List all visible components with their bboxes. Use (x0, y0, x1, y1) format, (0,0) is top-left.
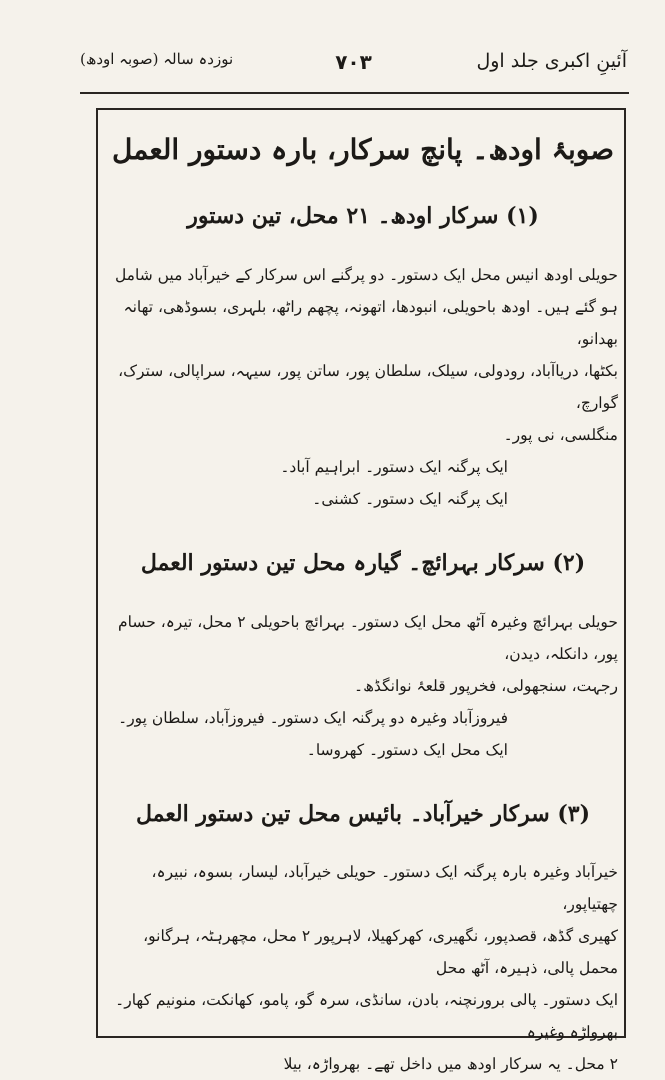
running-head (80, 50, 627, 90)
section-body (108, 856, 618, 1080)
section-1 (108, 202, 618, 515)
text-line: ایک دستور۔ پالی برورنچنہ، بادن، سانڈی، سرہ گو، پامو، کھانکت، منونیم کھار۔ بھرواڑہ وغیرہ (115, 991, 618, 1042)
text-line: خیرآباد وغیرہ بارہ پرگنہ ایک دستور۔ حویلی خیرآباد، لیسار، بسوہ، نبیرہ، چھتیاپور، (151, 863, 618, 914)
book-title: آئینِ اکبری جلد اول (476, 50, 627, 72)
text-line: حویلی اودھ انیس محل ایک دستور۔ دو پرگنے اس سرکار کے خیرآباد میں شامل (114, 265, 618, 284)
section-title: (۳) سرکار خیرآباد۔ بائیس محل تین دستور العمل (135, 800, 591, 827)
text-subline: ایک پرگنہ ایک دستور۔ کشنی۔ (312, 489, 508, 508)
main-title: صوبۂ اودھ۔ پانچ سرکار، بارہ دستور العمل (111, 133, 614, 166)
section-title: (۲) سرکار بہرائچ۔ گیارہ محل تین دستور العمل (140, 549, 586, 576)
text-line: ۲ محل۔ یہ سرکار اودھ میں داخل تھے۔ بھرواڑہ، بیلا (283, 1055, 618, 1074)
text-line: ہو گئے ہیں۔ اودھ باحویلی، انبودھا، اتھونہ، پچھم راٹھ، بلہری، بسوڈھی، تھانہ بھدانو، (123, 297, 618, 348)
section-title: (۱) سرکار اودھ۔ ۲۱ محل، تین دستور (187, 203, 539, 230)
text-line: منگلسی، نی پور۔ (503, 425, 618, 444)
text-subline: ایک پرگنہ ایک دستور۔ ابراہیم آباد۔ (280, 457, 508, 476)
text-subline: فیروزآباد وغیرہ دو پرگنہ ایک دستور۔ فیروزآباد، سلطان پور۔ (118, 708, 508, 727)
section-body (108, 259, 618, 515)
text-subline: ایک محل ایک دستور۔ کھروسا۔ (306, 740, 508, 759)
section-3 (108, 800, 618, 1080)
running-note: نوزدہ سالہ (صوبہ اودھ) (80, 50, 234, 68)
header-rule (80, 92, 629, 94)
text-line: بکٹھا، دریاآباد، رودولی، سیلک، سلطان پور، ساتن پور، سیہہ، سراپالی، سترک، گوارچ، (118, 361, 618, 412)
text-line: حویلی بہرائچ وغیرہ آٹھ محل ایک دستور۔ بہرائچ باحویلی ۲ محل، تیرہ، حسام پور، دانکلہ، دیدن، (118, 612, 618, 663)
content (108, 112, 618, 1080)
text-line: کھیری گڈھ، قصدپور، نگھیری، کھرکھیلا، لاہرپور ۲ محل، مچھرہٹہ، ہرگانو، محمل پالی، ذہیرہ، آٹھ محل (143, 927, 618, 978)
section-body (108, 606, 618, 766)
section-2 (108, 549, 618, 766)
text-line: رجہت، سنجھولی، فخرپور قلعۂ نوانگڈھ۔ (354, 676, 618, 695)
page-number: ۷۰۳ (335, 50, 372, 74)
